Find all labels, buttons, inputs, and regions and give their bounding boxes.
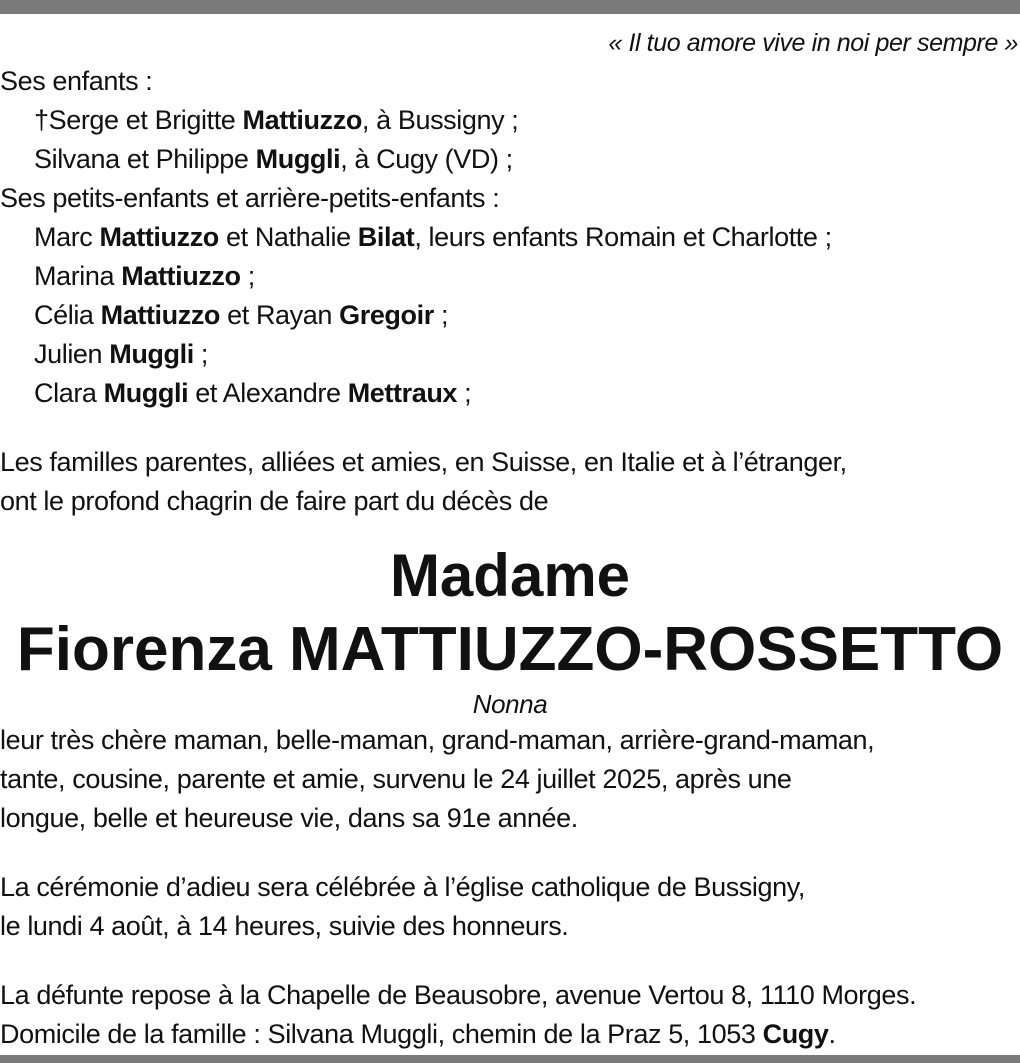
bottom-border [0, 1055, 1020, 1063]
list-item: Julien Muggli ; [34, 339, 209, 369]
list-item: Marina Mattiuzzo ; [34, 261, 255, 291]
list-item: Clara Muggli et Alexandre Mettraux ; [34, 378, 472, 408]
deceased-nickname: Nonna [472, 689, 548, 719]
list-item: †Serge et Brigitte Mattiuzzo, à Bussigny ; [34, 105, 519, 135]
children-list [0, 101, 1020, 179]
grandchildren-list [0, 218, 1020, 413]
children-heading: Ses enfants : [0, 66, 153, 96]
motto: « Il tuo amore vive in noi per sempre » [608, 29, 1018, 57]
spacer [0, 413, 1020, 443]
spacer [0, 838, 1020, 868]
list-item: Silvana et Philippe Muggli, à Cugy (VD) ; [34, 144, 513, 174]
relation-paragraph: leur très chère maman, belle-maman, grand-maman, arrière-grand-maman, tante, cousine, parente et amie, survenu le 24 juillet 2025, après une longue, belle et heureuse vie, dans sa 91e année. [0, 725, 875, 833]
rest-paragraph: La défunte repose à la Chapelle de Beausobre, avenue Vertou 8, 1110 Morges. Domicile de la famille : Silvana Muggli, chemin de la Praz 5, 1053 Cugy. [0, 980, 917, 1049]
top-border [0, 0, 1020, 14]
list-item: Marc Mattiuzzo et Nathalie Bilat, leurs enfants Romain et Charlotte ; [34, 222, 832, 252]
announcement: Les familles parentes, alliées et amies, en Suisse, en Italie et à l’étranger, ont le profond chagrin de faire part du décès de [0, 447, 847, 516]
deceased-name: Fiorenza MATTIUZZO-ROSSETTO [16, 615, 1004, 684]
list-item: Célia Mattiuzzo et Rayan Gregoir ; [34, 300, 449, 330]
spacer [0, 946, 1020, 976]
ceremony-paragraph: La cérémonie d’adieu sera célébrée à l’église catholique de Bussigny, le lundi 4 août, à 14 heures, suivie des honneurs. [0, 872, 805, 941]
obituary-notice [0, 24, 1020, 1054]
grandchildren-heading: Ses petits-enfants et arrière-petits-enfants : [0, 183, 500, 213]
deceased-title: Madame [389, 542, 631, 609]
